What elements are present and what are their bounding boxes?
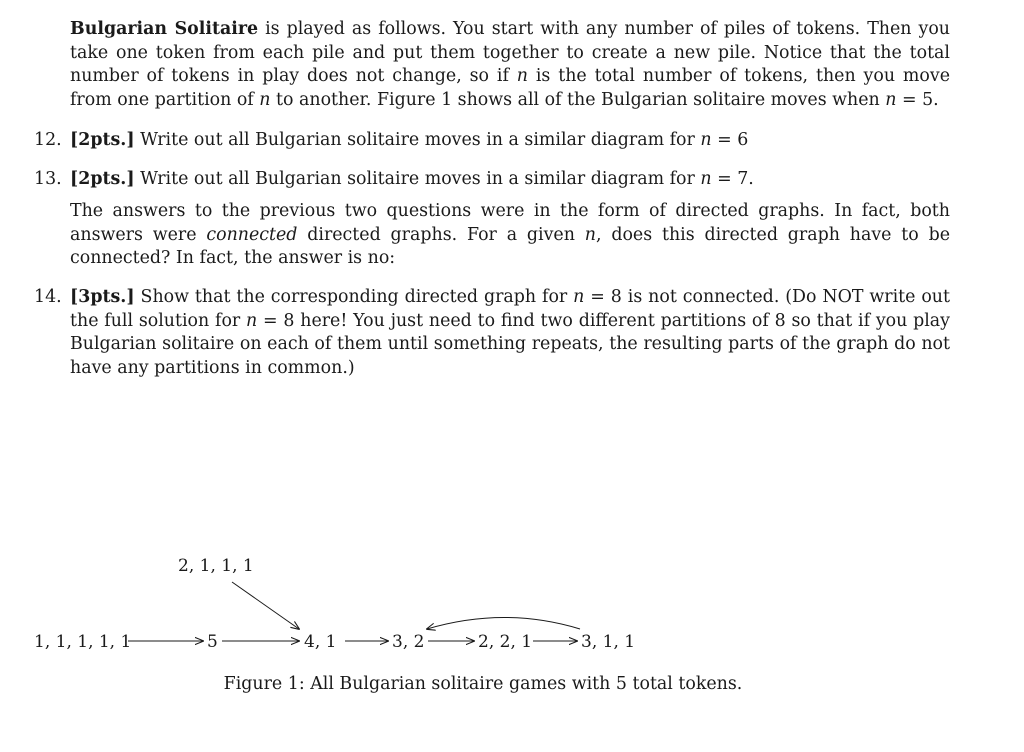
node-5: 5 [207, 632, 218, 652]
node-3-1-1: 3, 1, 1 [581, 632, 636, 652]
emphasis-connected: connected [206, 224, 298, 245]
bulgarian-solitaire-diagram [0, 540, 1024, 670]
question-14: 14. [3pts.] Show that the corresponding directed graph for n = 8 is not connected. (Do NOT write out the full solution for n = 8 here! You just need to find two different partitions of 8 so that if you play Bulgarian solitaire on each of them until something repeats, the resulting parts of the graph do not have any partitions in common.) [34, 287, 950, 378]
node-4-1: 4, 1 [304, 632, 337, 652]
question-number: 14. [34, 287, 62, 307]
edge-311-to-32 [427, 618, 580, 630]
edge-2111-to-41 [232, 582, 299, 629]
term-bulgarian-solitaire: Bulgarian Solitaire [70, 19, 259, 39]
connected-graph-paragraph: The answers to the previous two questions were in the form of directed graphs. In fact, both answers were connected directed graphs. For a given n, does this directed graph have to be connected? In fact, the answer is no: [70, 201, 950, 268]
question-13: 13. [2pts.] Write out all Bulgarian solitaire moves in a similar diagram for n = 7. [34, 168, 950, 192]
node-1-1-1-1-1: 1, 1, 1, 1, 1 [34, 632, 132, 652]
question-points: [2pts.] [70, 130, 135, 150]
question-number: 12. [34, 130, 62, 150]
node-2-1-1-1: 2, 1, 1, 1 [178, 556, 254, 576]
node-3-2: 3, 2 [392, 632, 425, 652]
question-points: [2pts.] [70, 169, 135, 189]
question-points: [3pts.] [70, 287, 135, 307]
node-2-2-1: 2, 2, 1 [478, 632, 533, 652]
question-number: 13. [34, 169, 62, 189]
figure-caption: Figure 1: All Bulgarian solitaire games with 5 total tokens. [223, 674, 743, 694]
question-12: 12. [2pts.] Write out all Bulgarian solitaire moves in a similar diagram for n = 6 [34, 129, 950, 153]
intro-paragraph: Bulgarian Solitaire is played as follows. You start with any number of piles of tokens. Then you take one token from each pile and put them together to create a new pile. Notice that the total number of tokens in play does not change, so if n is the total number of tokens, then you move from one partition of n to another. Figure 1 shows all of the Bulgarian solitaire moves when n = 5. [70, 19, 951, 110]
